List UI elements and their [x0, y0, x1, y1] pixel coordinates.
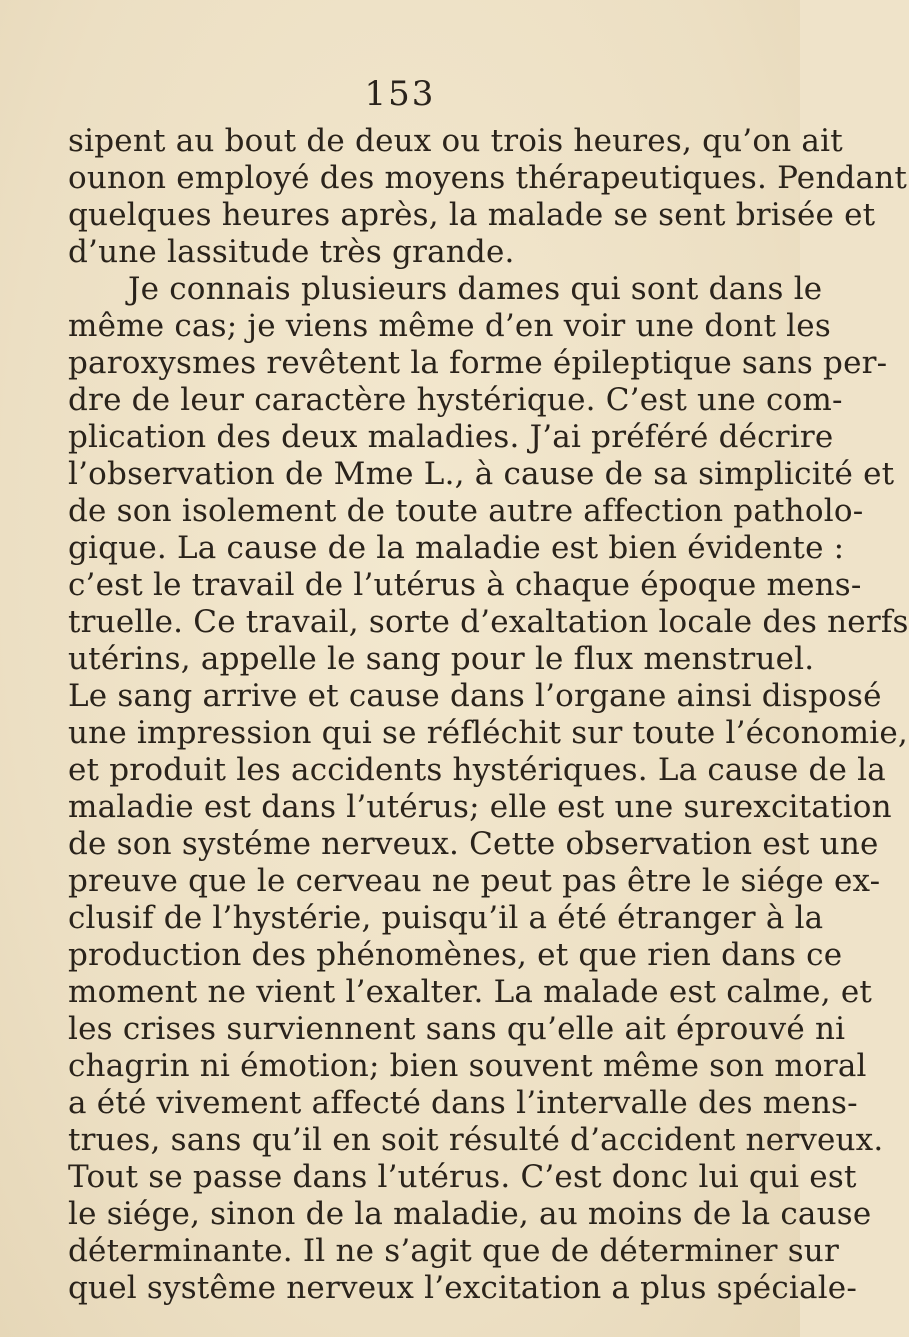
text-line: Le sang arrive et cause dans l’organe ainsi disposé [68, 678, 882, 714]
text-line: trues, sans qu’il en soit résulté d’accident nerveux. [68, 1122, 884, 1158]
text-line: une impression qui se réfléchit sur toute l’économie, [68, 715, 908, 751]
text-line: truelle. Ce travail, sorte d’exaltation locale des nerfs [68, 604, 909, 640]
text-line: moment ne vient l’exalter. La malade est calme, et [68, 974, 873, 1010]
text-line: preuve que le cerveau ne peut pas être le siége ex- [68, 863, 881, 899]
text-line: maladie est dans l’utérus; elle est une surexcitation [68, 789, 892, 825]
text-line: de son systéme nerveux. Cette observation est une [68, 826, 879, 862]
text-line: clusif de l’hystérie, puisqu’il a été étranger à la [68, 900, 824, 936]
text-line: c’est le travail de l’utérus à chaque époque mens- [68, 567, 862, 603]
text-line: l’observation de Mme L., à cause de sa simplicité et [68, 456, 895, 492]
text-line: chagrin ni émotion; bien souvent même son moral [68, 1048, 867, 1084]
text-line: quelques heures après, la malade se sent brisée et [68, 197, 876, 233]
text-line: les crises surviennent sans qu’elle ait éprouvé ni [68, 1011, 846, 1047]
text-line: déterminante. Il ne s’agit que de déterminer sur [68, 1233, 839, 1269]
text-line: ounon employé des moyens thérapeutiques. Pendant [68, 160, 908, 196]
text-line: quel systême nerveux l’excitation a plus spéciale- [68, 1270, 858, 1306]
text-line: a été vivement affecté dans l’intervalle des mens- [68, 1085, 858, 1121]
text-line: production des phénomènes, et que rien dans ce [68, 937, 843, 973]
text-line: plication des deux maladies. J’ai préféré décrire [68, 419, 834, 455]
text-line: utérins, appelle le sang pour le flux menstruel. [68, 641, 815, 677]
text-line: le siége, sinon de la maladie, au moins de la cause [68, 1196, 872, 1232]
text-line: paroxysmes revêtent la forme épileptique sans per- [68, 345, 888, 381]
page-number: 153 [364, 74, 436, 114]
text-line: sipent au bout de deux ou trois heures, qu’on ait [68, 123, 843, 159]
text-line: dre de leur caractère hystérique. C’est une com- [68, 382, 843, 418]
text-line: même cas; je viens même d’en voir une dont les [68, 308, 831, 344]
text-line: Je connais plusieurs dames qui sont dans le [128, 271, 823, 307]
text-line: d’une lassitude très grande. [68, 234, 515, 270]
text-line: Tout se passe dans l’utérus. C’est donc lui qui est [68, 1159, 857, 1195]
text-line: de son isolement de toute autre affection patholo- [68, 493, 864, 529]
text-line: et produit les accidents hystériques. La cause de la [68, 752, 886, 788]
text-line: gique. La cause de la maladie est bien évidente : [68, 530, 845, 566]
